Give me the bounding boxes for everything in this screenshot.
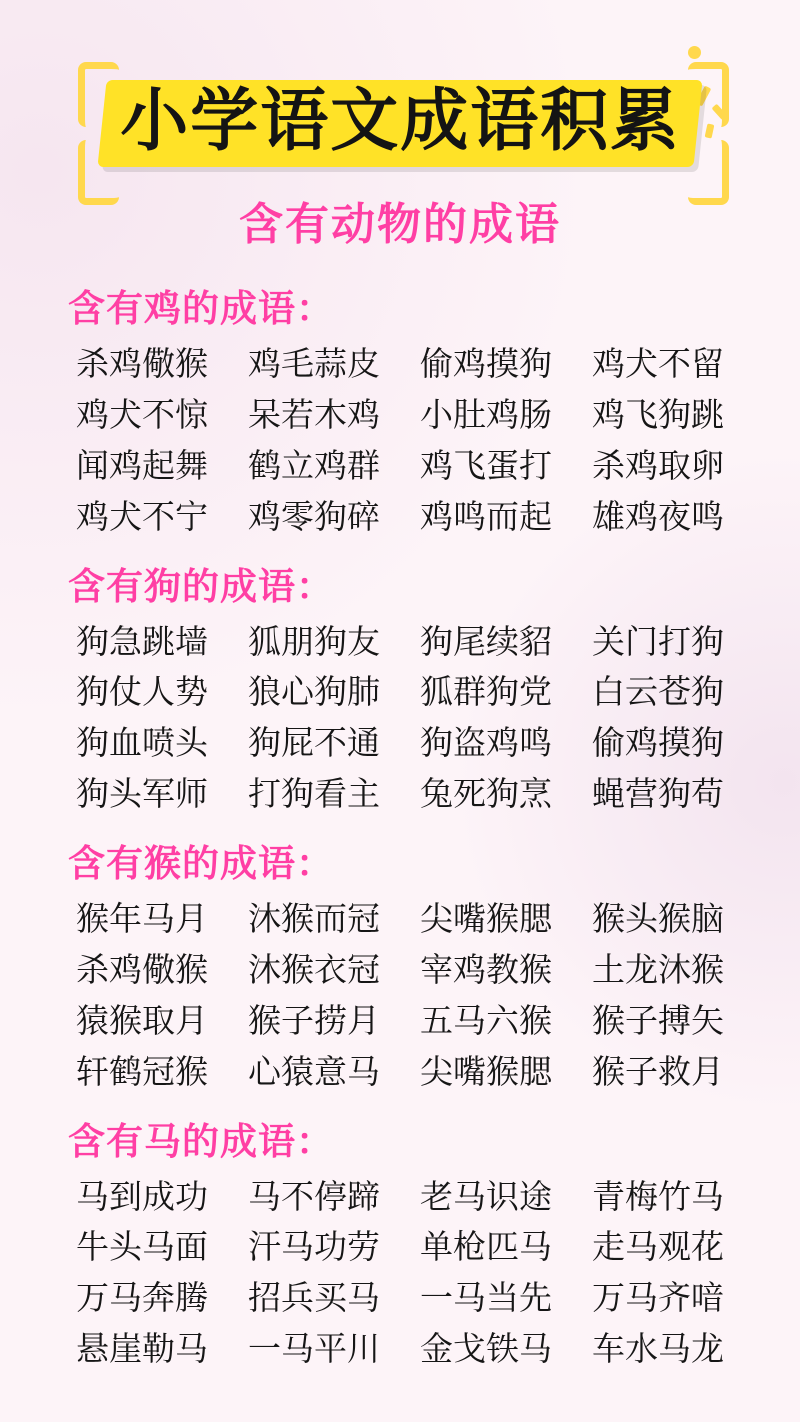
idiom-grid: [0, 897, 800, 1095]
list-item: 尖嘴猴腮: [420, 1051, 552, 1091]
list-item: 马不停蹄: [248, 1176, 380, 1216]
list-item: 关门打狗: [592, 621, 724, 661]
list-item: 杀鸡儆猴: [76, 344, 208, 383]
title-container: [0, 80, 800, 167]
list-item: 沐猴衣冠: [248, 949, 380, 989]
list-item: 鸡零狗碎: [248, 496, 380, 536]
section-heading: 含有马的成语：: [68, 1119, 334, 1163]
list-item: 沐猴而冠: [248, 899, 380, 938]
sections-container: [0, 262, 800, 1378]
list-item: 青梅竹马: [592, 1176, 724, 1216]
list-item: 狗血喷头: [76, 723, 208, 763]
list-item: 狗急跳墙: [76, 621, 208, 661]
list-item: 鸡飞狗跳: [592, 394, 724, 434]
list-item: 杀鸡儆猴: [76, 949, 208, 989]
list-item: 偷鸡摸狗: [592, 723, 724, 763]
list-item: 狗仗人势: [76, 672, 208, 712]
list-item: 汗马功劳: [248, 1227, 380, 1267]
list-item: 猴子搏矢: [592, 1000, 724, 1040]
list-item: 悬崖勒马: [76, 1329, 208, 1369]
list-item: 牛头马面: [76, 1227, 208, 1267]
list-item: 狐群狗党: [420, 672, 552, 712]
list-item: 狗盗鸡鸣: [420, 723, 552, 763]
list-item: 单枪匹马: [420, 1227, 552, 1267]
list-item: 万马齐喑: [592, 1278, 724, 1318]
list-item: 万马奔腾: [76, 1278, 208, 1318]
list-item: 兔死狗烹: [420, 774, 552, 814]
list-item: 小肚鸡肠: [420, 394, 552, 434]
list-item: 狼心狗肺: [248, 672, 380, 712]
list-item: 鸡犬不宁: [76, 496, 208, 536]
list-item: 白云苍狗: [592, 672, 724, 712]
list-item: 马到成功: [76, 1176, 208, 1216]
list-item: 金戈铁马: [420, 1329, 552, 1369]
list-item: 鸡犬不留: [592, 344, 724, 383]
section-heading: 含有鸡的成语：: [68, 287, 334, 330]
page-subtitle: 含有动物的成语: [239, 199, 561, 250]
list-item: 土龙沐猴: [592, 949, 724, 989]
page-title: [97, 80, 702, 167]
list-item: 猴年马月: [76, 899, 208, 938]
list-item: 五马六猴: [420, 1000, 552, 1040]
list-item: 鸡鸣而起: [420, 496, 552, 536]
list-item: 鸡飞蛋打: [420, 445, 552, 485]
list-item: 鹤立鸡群: [248, 445, 380, 485]
list-item: 闻鸡起舞: [76, 445, 208, 485]
list-item: 一马平川: [248, 1329, 380, 1369]
list-item: 蝇营狗苟: [592, 774, 724, 814]
list-item: 狐朋狗友: [248, 621, 380, 661]
list-item: 鸡犬不惊: [76, 394, 208, 434]
idiom-grid: [0, 620, 800, 818]
list-item: 心猿意马: [248, 1051, 380, 1091]
list-item: 狗尾续貂: [420, 621, 552, 661]
list-item: 狗头军师: [76, 774, 208, 814]
idiom-grid: [0, 342, 800, 540]
section-monkey: [0, 833, 800, 1095]
section-dog: [0, 556, 800, 818]
page-title-text: 小学语文成语积累: [120, 82, 681, 161]
list-item: 雄鸡夜鸣: [592, 496, 724, 536]
list-item: 猴头猴脑: [592, 899, 724, 938]
list-item: 轩鹤冠猴: [76, 1051, 208, 1091]
section-horse: [0, 1111, 800, 1373]
list-item: 偷鸡摸狗: [420, 344, 552, 383]
list-item: 一马当先: [420, 1278, 552, 1318]
list-item: 老马识途: [420, 1176, 552, 1216]
list-item: 车水马龙: [592, 1329, 724, 1369]
list-item: 呆若木鸡: [248, 394, 380, 434]
section-chicken: [0, 278, 800, 540]
dot-decoration-icon: [688, 46, 701, 59]
list-item: 尖嘴猴腮: [420, 899, 552, 938]
list-item: 杀鸡取卵: [592, 445, 724, 485]
list-item: 鸡毛蒜皮: [248, 344, 380, 383]
list-item: 走马观花: [592, 1227, 724, 1267]
list-item: 狗屁不通: [248, 723, 380, 763]
idiom-grid: [0, 1175, 800, 1373]
section-heading: 含有狗的成语：: [68, 564, 334, 608]
list-item: 猴子捞月: [248, 1000, 380, 1040]
list-item: 猴子救月: [592, 1051, 724, 1091]
list-item: 招兵买马: [248, 1278, 380, 1318]
list-item: 打狗看主: [248, 774, 380, 814]
section-heading: 含有猴的成语：: [68, 842, 334, 885]
list-item: 猿猴取月: [76, 1000, 208, 1040]
list-item: 宰鸡教猴: [420, 949, 552, 989]
